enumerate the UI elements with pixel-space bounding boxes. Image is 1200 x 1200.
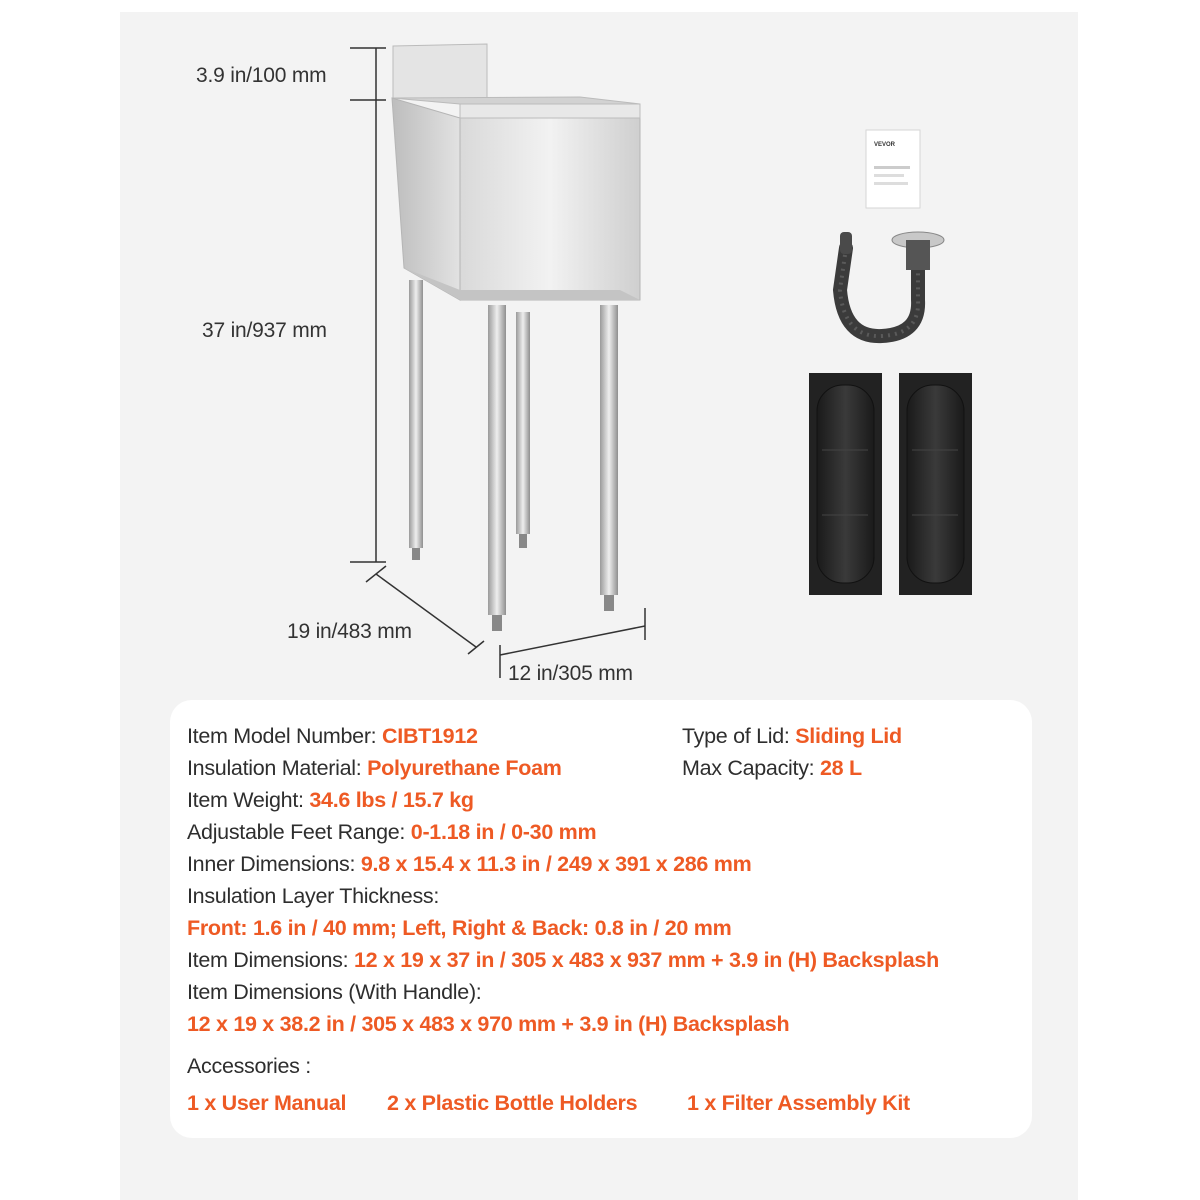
spec-capacity [682, 756, 862, 781]
cabinet-height-label: 37 in/937 mm [202, 319, 327, 342]
spec-item-dims-handle-value: 12 x 19 x 38.2 in / 305 x 483 x 970 mm + 3.9 in (H) Backsplash [187, 1012, 790, 1036]
spec-inner-value: 9.8 x 15.4 x 11.3 in / 249 x 391 x 286 mm [360, 852, 752, 876]
user-manual-icon [866, 130, 920, 208]
accessories-label: Accessories : [187, 1054, 311, 1078]
spec-capacity-label: Max Capacity: [682, 756, 820, 780]
bottle-holder-icon [809, 373, 882, 595]
spec-lid [682, 724, 902, 749]
spec-lid-value: Sliding Lid [795, 724, 902, 748]
spec-inner [187, 852, 751, 877]
spec-item-dims [187, 948, 939, 973]
spec-thickness-label: Insulation Layer Thickness: [187, 884, 440, 908]
spec-insulation-value: Polyurethane Foam [367, 756, 562, 780]
spec-weight [187, 788, 474, 813]
spec-item-dims-handle-label: Item Dimensions (With Handle): [187, 980, 482, 1004]
adjustable-legs [409, 280, 618, 631]
accessory-bottle-holders: 2 x Plastic Bottle Holders [387, 1091, 638, 1115]
spec-thickness-value: Front: 1.6 in / 40 mm; Left, Right & Back: 0.8 in / 20 mm [187, 916, 732, 940]
filter-assembly-kit-icon [840, 232, 944, 336]
ice-bin-cabinet [392, 44, 640, 300]
spec-weight-value: 34.6 lbs / 15.7 kg [309, 788, 474, 812]
spec-feet [187, 820, 596, 845]
depth-label: 19 in/483 mm [287, 620, 412, 643]
spec-model [187, 724, 478, 749]
manual-brand-text: VEVOR [874, 142, 896, 148]
spec-weight-label: Item Weight: [187, 788, 310, 812]
spec-item-dims-value: 12 x 19 x 37 in / 305 x 483 x 937 mm + 3.9 in (H) Backsplash [353, 948, 939, 972]
spec-inner-label: Inner Dimensions: [187, 852, 361, 876]
spec-insulation [187, 756, 562, 781]
spec-model-label: Item Model Number: [187, 724, 383, 748]
spec-feet-label: Adjustable Feet Range: [187, 820, 411, 844]
spec-insulation-label: Insulation Material: [187, 756, 368, 780]
width-label: 12 in/305 mm [508, 662, 633, 685]
accessory-user-manual: 1 x User Manual [187, 1091, 347, 1115]
spec-capacity-value: 28 L [820, 756, 862, 780]
spec-item-dims-label: Item Dimensions: [187, 948, 354, 972]
spec-feet-value: 0-1.18 in / 0-30 mm [410, 820, 597, 844]
backsplash-height-label: 3.9 in/100 mm [196, 64, 327, 87]
bottle-holder-icon [899, 373, 972, 595]
spec-lid-label: Type of Lid: [682, 724, 796, 748]
accessory-filter-kit: 1 x Filter Assembly Kit [687, 1091, 910, 1115]
spec-model-value: CIBT1912 [382, 724, 478, 748]
